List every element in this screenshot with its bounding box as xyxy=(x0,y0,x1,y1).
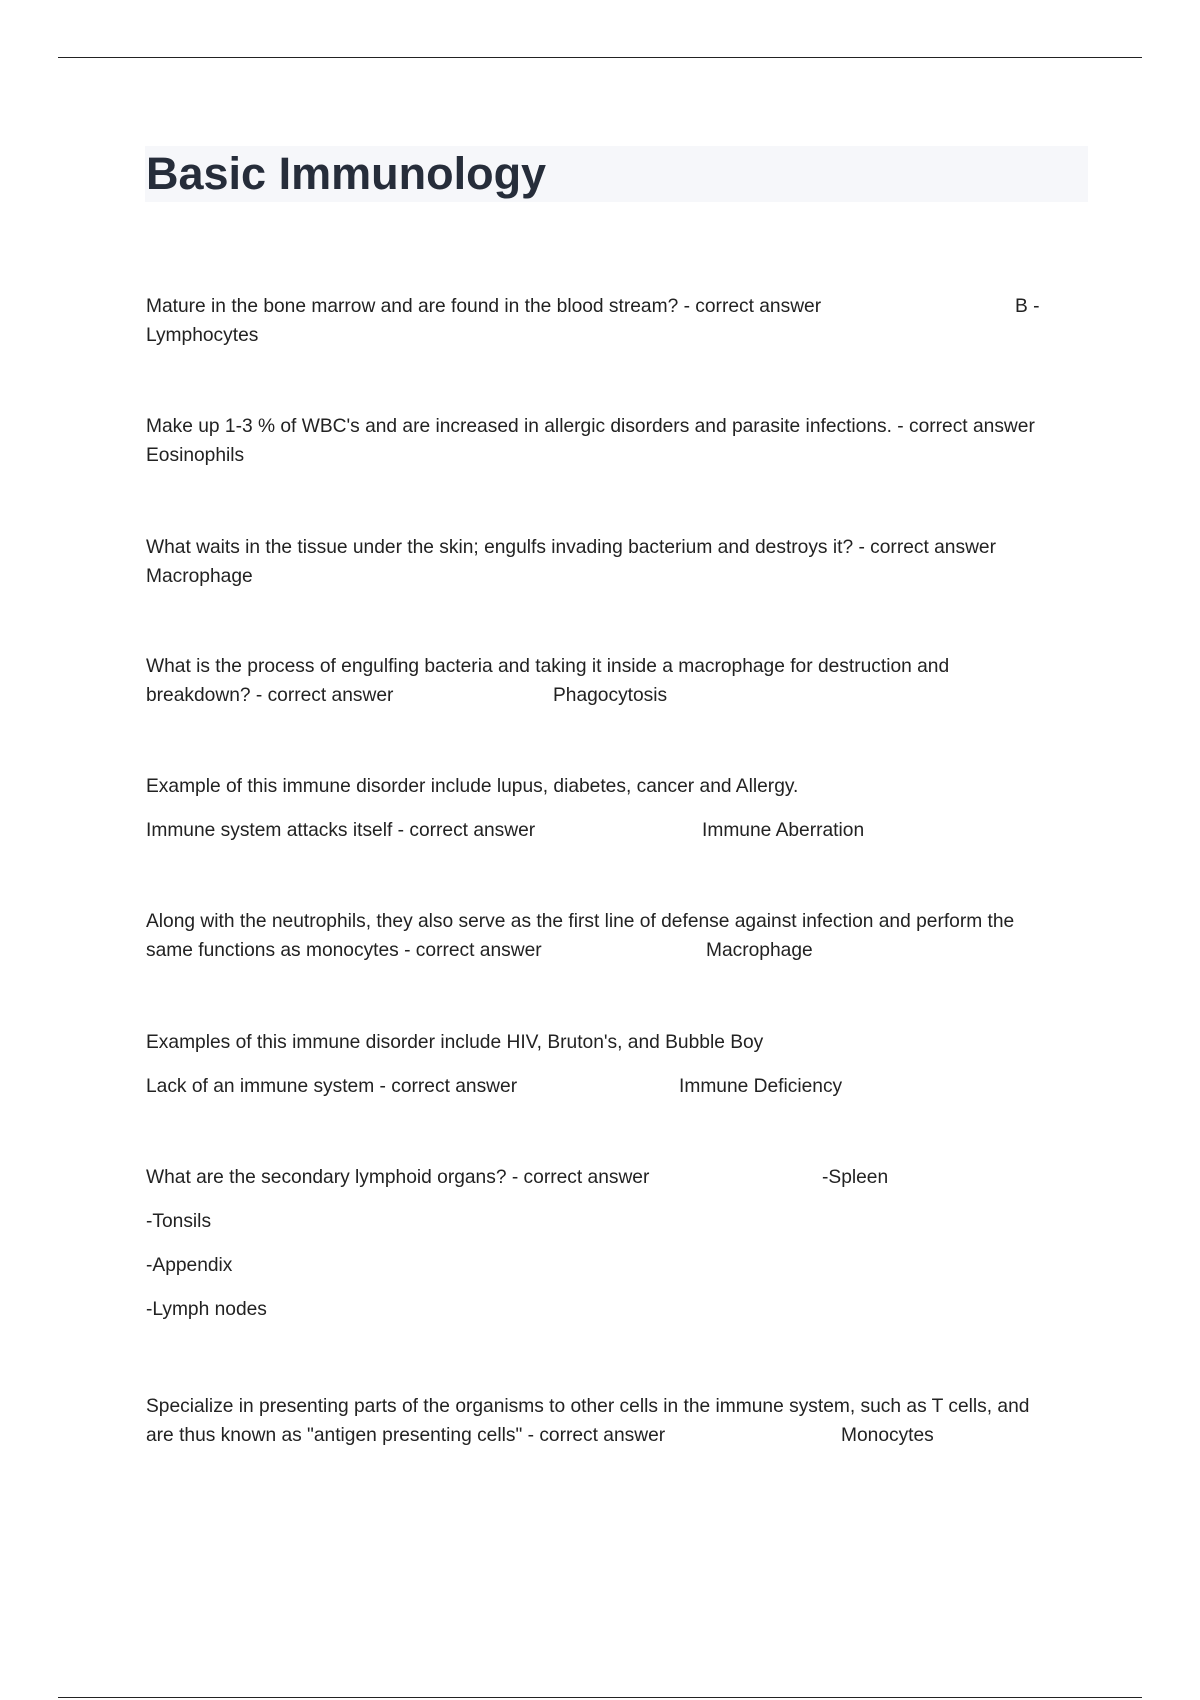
qa-card-1 xyxy=(146,292,1086,350)
question-text: Make up 1-3 % of WBC's and are increased in allergic disorders and parasite infections. - correct answer xyxy=(146,416,1035,437)
qa-card-4 xyxy=(146,652,1086,710)
qa-line xyxy=(146,1163,1086,1192)
header-rule xyxy=(58,57,1142,58)
qa-card-3 xyxy=(146,533,1086,591)
answer-text: Immune Deficiency xyxy=(679,1076,843,1097)
qa-card-6 xyxy=(146,907,1086,965)
question-text: breakdown? - correct answer xyxy=(146,685,394,706)
question-text: What waits in the tissue under the skin; engulfs invading bacterium and destroys it? - correct answer xyxy=(146,537,996,558)
qa-line xyxy=(146,1421,1086,1450)
question-text: Example of this immune disorder include lupus, diabetes, cancer and Allergy. xyxy=(146,776,799,797)
question-text: Specialize in presenting parts of the organisms to other cells in the immune system, such as T cells, and xyxy=(146,1396,1030,1417)
question-text: are thus known as "antigen presenting cells" - correct answer xyxy=(146,1425,666,1446)
answer-text: Monocytes xyxy=(841,1425,934,1446)
qa-card-9 xyxy=(146,1392,1086,1450)
answer-text: Macrophage xyxy=(706,940,813,961)
question-text: Immune system attacks itself - correct answer xyxy=(146,820,536,841)
answer-text: -Tonsils xyxy=(146,1211,212,1232)
qa-line xyxy=(146,936,1086,965)
question-text: What are the secondary lymphoid organs? - correct answer xyxy=(146,1167,650,1188)
qa-card-5 xyxy=(146,772,1086,845)
answer-text: Phagocytosis xyxy=(553,685,668,706)
qa-card-8 xyxy=(146,1163,1086,1324)
question-text: same functions as monocytes - correct answer xyxy=(146,940,542,961)
answer-text: -Spleen xyxy=(822,1167,889,1188)
question-text: Mature in the bone marrow and are found in the blood stream? - correct answer xyxy=(146,296,822,317)
qa-line xyxy=(146,681,1086,710)
qa-line xyxy=(146,292,1086,321)
answer-text: Lymphocytes xyxy=(146,325,259,346)
answer-text: Immune Aberration xyxy=(702,820,865,841)
answer-text: -Appendix xyxy=(146,1255,233,1276)
qa-line xyxy=(146,816,1086,845)
footer-rule xyxy=(58,1697,1142,1698)
answer-text: Eosinophils xyxy=(146,445,245,466)
page-title: Basic Immunology xyxy=(146,148,547,199)
question-text: Lack of an immune system - correct answer xyxy=(146,1076,518,1097)
question-text: What is the process of engulfing bacteria and taking it inside a macrophage for destruction and xyxy=(146,656,950,677)
qa-line xyxy=(146,1072,1086,1101)
qa-card-7 xyxy=(146,1028,1086,1101)
question-text: Along with the neutrophils, they also serve as the first line of defense against infection and perform the xyxy=(146,911,1015,932)
answer-text: B - xyxy=(1015,296,1040,317)
answer-text: Macrophage xyxy=(146,566,253,587)
answer-text: -Lymph nodes xyxy=(146,1299,267,1320)
qa-card-2 xyxy=(146,412,1086,470)
question-text: Examples of this immune disorder include HIV, Bruton's, and Bubble Boy xyxy=(146,1032,764,1053)
